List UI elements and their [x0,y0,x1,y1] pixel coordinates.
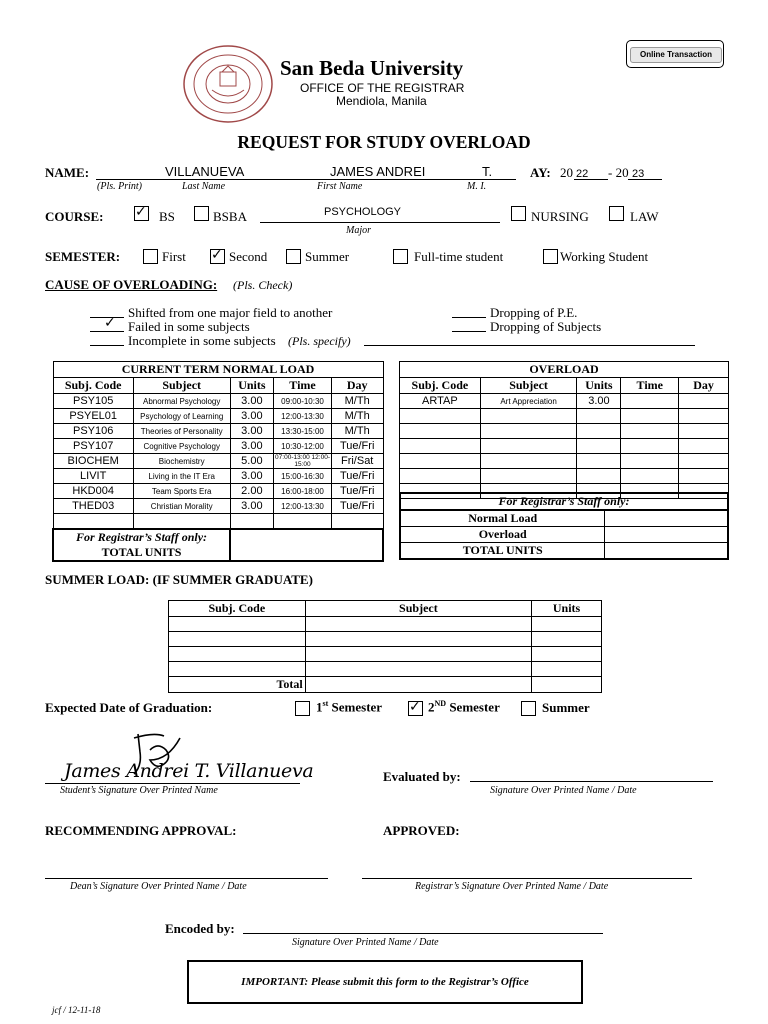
time-cell[interactable]: 16:00-18:00 [274,484,332,499]
major-caption: Major [346,225,371,236]
bsba-checkbox[interactable] [194,206,209,221]
table-row [53,424,383,439]
form-code: jcf / 12-11-18 [52,1005,101,1015]
grad-summer-checkbox[interactable] [521,701,536,716]
last-name-caption: Last Name [182,181,226,192]
table-row [400,439,729,454]
subject-cell[interactable]: Art Appreciation [480,394,577,409]
summer-total-label: Total [169,677,306,693]
table-row [169,617,602,632]
university-name: San Beda University [280,56,464,80]
subject-cell[interactable]: Abnormal Psychology [133,394,230,409]
grad-second-semester-label: 2ND Semester [428,699,500,715]
grad-second-semester-checkbox[interactable] [408,701,423,716]
course-label: COURSE: [45,209,104,224]
working-student-label: Working Student [560,249,649,264]
table-row [169,632,602,647]
subj-code-cell[interactable]: PSYEL01 [53,409,133,424]
middle-initial-value[interactable]: T. [482,164,493,179]
units-cell[interactable]: 2.00 [230,484,274,499]
table-row [169,647,602,662]
last-name-value[interactable]: VILLANUEVA [165,164,245,179]
units-cell[interactable]: 3.00 [230,499,274,514]
table-row [53,469,383,484]
day-cell[interactable]: M/Th [331,394,383,409]
units-cell[interactable]: 5.00 [230,454,274,469]
units-cell[interactable]: 3.00 [230,394,274,409]
graduation-label: Expected Date of Graduation: [45,700,213,715]
current-load-table [52,361,384,562]
cause-dropping-pe-label: Dropping of P.E. [490,305,578,320]
col-subj-code: Subj. Code [400,378,481,394]
col-time: Time [621,378,679,394]
table-row [53,439,383,454]
cause-failed-label: Failed in some subjects [128,319,250,334]
subject-cell[interactable]: Psychology of Learning [133,409,230,424]
day-cell[interactable]: Tue/Fri [331,469,383,484]
bs-label: BS [159,209,175,224]
ay-year-start[interactable]: 22 [576,168,589,180]
day-cell[interactable]: M/Th [331,424,383,439]
nursing-label: NURSING [531,209,589,224]
print-caption: (Pls. Print) [97,181,142,192]
total-units-value[interactable] [230,529,383,561]
working-student-checkbox[interactable] [543,249,558,264]
mi-caption: M. I. [467,181,487,192]
table-row [400,424,729,439]
col-subj-code: Subj. Code [53,378,133,394]
subj-code-cell[interactable]: ARTAP [400,394,481,409]
name-label: NAME: [45,165,90,180]
subject-cell[interactable]: Living in the IT Era [133,469,230,484]
semester-label: SEMESTER: [45,249,121,264]
subj-code-cell[interactable]: LIVIT [53,469,133,484]
overload-staff-only-label: For Registrar’s Staff only: [400,493,728,510]
subj-code-cell[interactable]: BIOCHEM [53,454,133,469]
table-row [400,409,729,424]
table-row [169,677,602,693]
check-mark-icon: ✓ [104,315,116,331]
current-load-title: CURRENT TERM NORMAL LOAD [53,362,383,378]
day-cell[interactable]: Tue/Fri [331,439,383,454]
fulltime-label: Full-time student [414,249,504,264]
table-row [53,499,383,514]
overload-table [399,361,729,499]
time-cell[interactable]: 12:00-13:30 [274,499,332,514]
badge-label: Online Transaction [630,47,722,63]
online-transaction-badge [626,40,724,68]
cause-incomplete-hint: (Pls. specify) [288,334,351,348]
total-units-row [53,529,383,561]
cause-label: CAUSE OF OVERLOADING: [45,277,218,292]
first-semester-checkbox[interactable] [143,249,158,264]
summer-load-table [168,600,602,693]
dean-signature-caption: Dean’s Signature Over Printed Name / Date [70,881,247,892]
ay-dash: - 20 [608,165,629,180]
subj-code-cell[interactable]: PSY105 [53,394,133,409]
subj-code-cell[interactable]: HKD004 [53,484,133,499]
office-name: OFFICE OF THE REGISTRAR [300,81,465,95]
table-row [400,469,729,484]
summer-load-label: SUMMER LOAD: (IF SUMMER GRADUATE) [45,572,313,587]
day-cell[interactable]: M/Th [331,409,383,424]
day-cell[interactable] [679,394,729,409]
units-cell[interactable]: 3.00 [230,469,274,484]
col-subject: Subject [305,601,531,617]
table-row [400,454,729,469]
day-cell[interactable]: Tue/Fri [331,484,383,499]
cause-shifted-label: Shifted from one major field to another [128,305,333,320]
student-printed-name: James Andrei T. Villanueva [64,760,314,782]
col-subject: Subject [133,378,230,394]
day-cell[interactable]: Fri/Sat [331,454,383,469]
first-name-caption: First Name [317,181,363,192]
col-day: Day [331,378,383,394]
nursing-checkbox[interactable] [511,206,526,221]
bsba-label: BSBA [213,209,247,224]
col-day: Day [679,378,729,394]
col-units: Units [577,378,621,394]
ay-prefix: 20 [560,165,573,180]
subject-cell[interactable]: Christian Morality [133,499,230,514]
registrar-signature-caption: Registrar’s Signature Over Printed Name / Date [415,881,609,892]
form-title: REQUEST FOR STUDY OVERLOAD [237,132,531,152]
grad-first-semester-checkbox[interactable] [295,701,310,716]
check-mark-icon: ✓ [211,247,223,263]
ay-label: AY: [530,165,551,180]
table-row [53,484,383,499]
office-location: Mendiola, Manila [336,94,427,108]
cause-dropping-subjects-label: Dropping of Subjects [490,319,602,334]
grad-summer-label: Summer [542,700,590,715]
cause-incomplete-label: Incomplete in some subjects [128,333,276,348]
table-row [53,454,383,469]
table-row [169,662,602,677]
units-cell[interactable]: 3.00 [230,424,274,439]
staff-only-label: For Registrar’s Staff only: [76,530,208,544]
university-seal [182,44,274,124]
grad-first-semester-label: 1st Semester [316,699,383,715]
units-cell[interactable]: 3.00 [230,409,274,424]
subj-code-cell[interactable]: PSY106 [53,424,133,439]
overload-label: Overload [400,527,605,543]
major-value[interactable]: PSYCHOLOGY [324,206,402,218]
time-cell[interactable]: 09:00-10:30 [274,394,332,409]
time-cell[interactable]: 07:00-13:00 12:00-15:00 [275,454,330,468]
approved-label: APPROVED: [383,823,460,838]
second-semester-checkbox[interactable] [210,249,225,264]
law-checkbox[interactable] [609,206,624,221]
subject-cell[interactable]: Cognitive Psychology [133,439,230,454]
ay-year-end[interactable]: 23 [632,168,645,180]
important-notice-text: IMPORTANT: Please submit this form to the Registrar’s Office [241,976,529,988]
subject-cell[interactable]: Theories of Personality [133,424,230,439]
normal-load-label: Normal Load [400,510,605,527]
time-cell[interactable]: 12:00-13:30 [274,409,332,424]
table-row [53,514,383,530]
overload-total-units-value[interactable] [605,543,728,560]
second-semester-label: Second [229,249,268,264]
time-cell[interactable]: 15:00-16:30 [274,469,332,484]
first-semester-label: First [162,249,186,264]
col-time: Time [274,378,332,394]
summer-semester-label: Summer [305,249,350,264]
col-subject: Subject [480,378,577,394]
subj-code-cell[interactable]: PSY107 [53,439,133,454]
check-mark-icon: ✓ [409,699,421,715]
table-row [53,394,383,409]
table-row [53,409,383,424]
subject-cell[interactable]: Team Sports Era [133,484,230,499]
encoded-by-label: Encoded by: [165,921,235,936]
col-subj-code: Subj. Code [169,601,306,617]
evaluated-by-label: Evaluated by: [383,769,461,784]
important-notice-box [187,960,583,1004]
bs-checkbox[interactable] [134,206,149,221]
cause-hint: (Pls. Check) [233,278,293,292]
first-name-value[interactable]: JAMES ANDREI [330,164,426,179]
units-cell[interactable]: 3.00 [577,394,621,409]
law-label: LAW [630,209,659,224]
overload-title: OVERLOAD [400,362,729,378]
summer-semester-checkbox[interactable] [286,249,301,264]
fulltime-checkbox[interactable] [393,249,408,264]
overload-total-units-label: TOTAL UNITS [400,543,605,560]
units-cell[interactable]: 3.00 [230,439,274,454]
recommending-approval-label: RECOMMENDING APPROVAL: [45,823,237,838]
time-cell[interactable] [621,394,679,409]
total-units-label: TOTAL UNITS [101,545,182,559]
time-cell[interactable]: 13:30-15:00 [274,424,332,439]
subj-code-cell[interactable]: THED03 [53,499,133,514]
overload-summary-table [399,492,729,560]
check-mark-icon: ✓ [135,204,147,220]
col-units: Units [532,601,602,617]
day-cell[interactable]: Tue/Fri [331,499,383,514]
evaluated-by-caption: Signature Over Printed Name / Date [490,785,637,796]
subject-cell[interactable]: Biochemistry [133,454,230,469]
table-row [400,394,729,409]
student-signature-caption: Student’s Signature Over Printed Name [60,785,218,796]
time-cell[interactable]: 10:30-12:00 [274,439,332,454]
encoded-by-caption: Signature Over Printed Name / Date [292,937,439,948]
cause-failed-check[interactable] [104,315,116,331]
col-units: Units [230,378,274,394]
overload-value[interactable] [605,527,728,543]
normal-load-value[interactable] [605,510,728,527]
